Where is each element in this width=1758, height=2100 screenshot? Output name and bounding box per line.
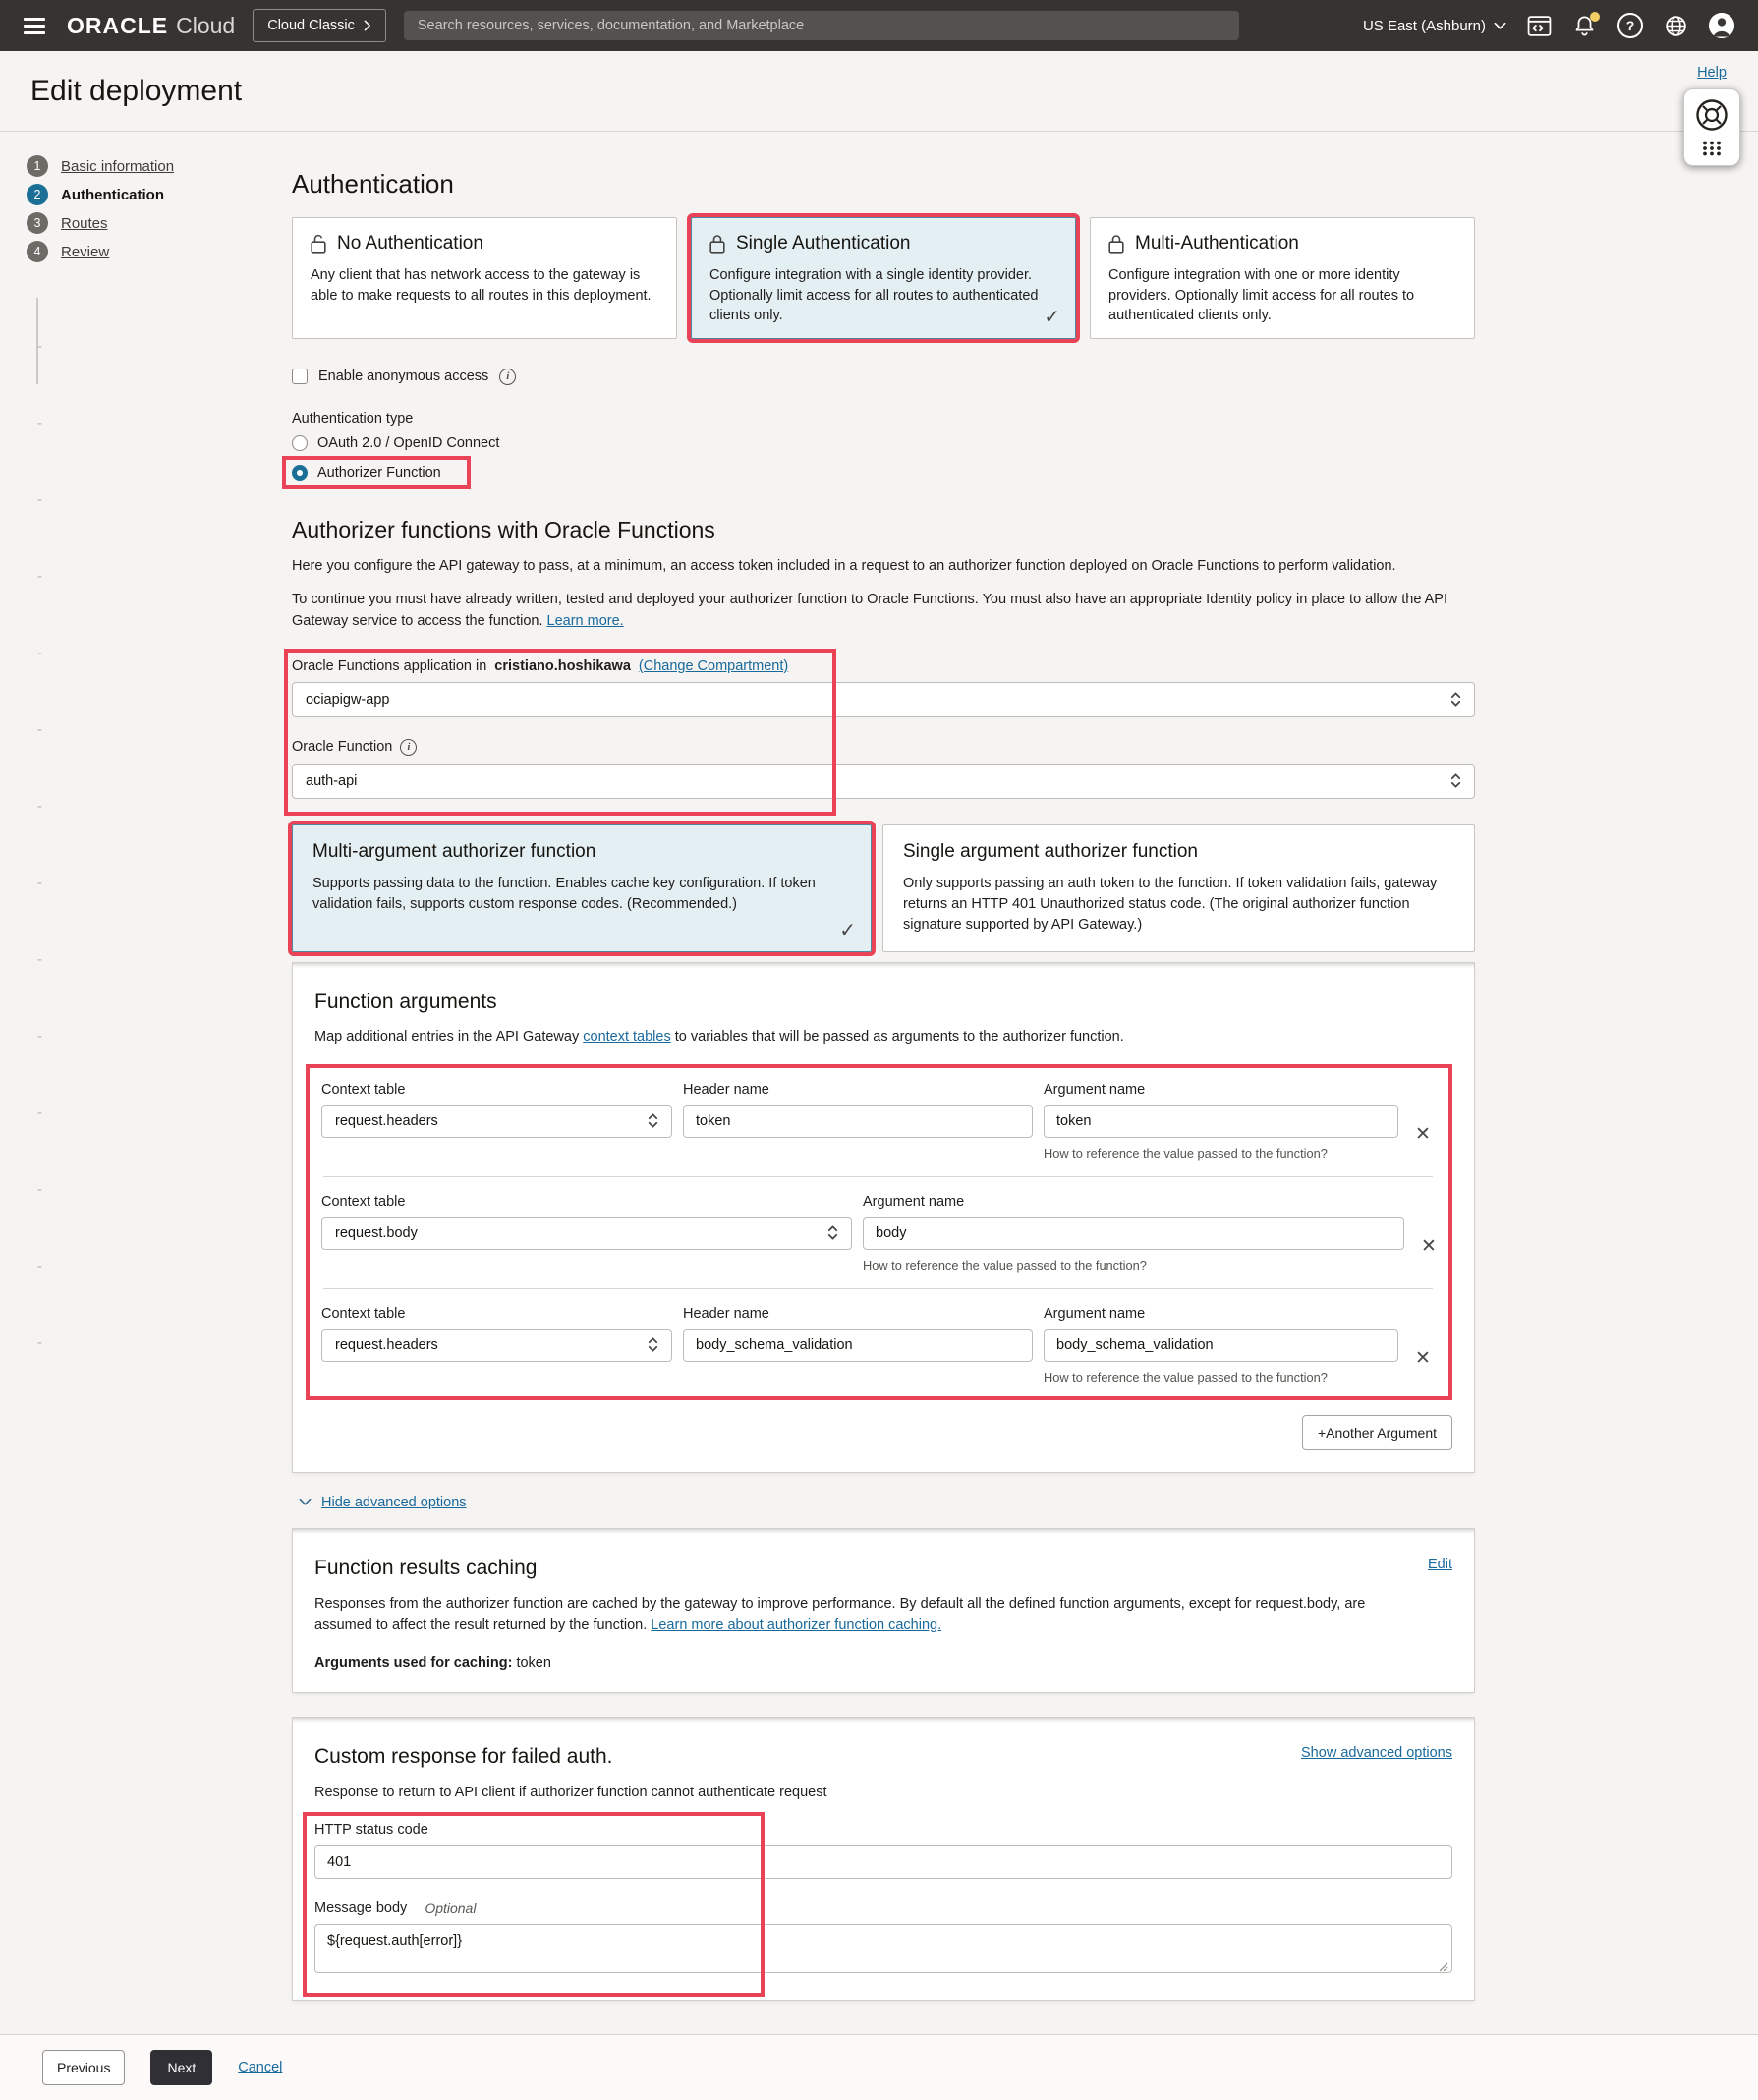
application-select[interactable] xyxy=(292,682,1475,717)
radio-oauth[interactable] xyxy=(292,435,1475,451)
caching-heading: Function results caching xyxy=(314,1556,538,1579)
step-authentication[interactable] xyxy=(27,184,292,205)
support-lifering-icon xyxy=(1694,97,1730,133)
step-label: Basic information xyxy=(61,157,175,175)
row-divider xyxy=(323,1176,1433,1177)
page-title: Edit deployment xyxy=(30,74,243,107)
message-body-textarea[interactable] xyxy=(314,1924,1452,1973)
lock-open-icon xyxy=(311,234,326,254)
card-description: Configure integration with one or more identity providers. Optionally limit access for all routes to authenticated clients only. xyxy=(1108,267,1415,324)
apps-grid-icon xyxy=(1701,141,1723,156)
hamburger-menu-icon[interactable] xyxy=(20,14,49,38)
context-table-select[interactable] xyxy=(321,1105,672,1138)
context-table-label: Context table xyxy=(321,1305,406,1322)
header-name-label: Header name xyxy=(683,1081,769,1098)
context-table-select[interactable] xyxy=(321,1329,672,1362)
step-number: 4 xyxy=(27,241,48,262)
advanced-options-toggle[interactable] xyxy=(299,1495,1475,1510)
authorizer-type-cards xyxy=(292,824,1475,952)
caching-description: Responses from the authorizer function are cached by the gateway to improve performance. By default all the defined function arguments, except for request.body, are assumed to affect the result returned by the function. xyxy=(314,1595,1366,1633)
argument-name-input[interactable] xyxy=(863,1217,1404,1250)
step-number: 1 xyxy=(27,155,48,177)
argument-name-label: Argument name xyxy=(863,1193,965,1210)
wizard-stepper xyxy=(0,132,292,269)
context-table-value: request.body xyxy=(335,1224,418,1241)
function-arguments-intro-post: to variables that will be passed as arguments to the authorizer function. xyxy=(674,1029,1124,1046)
auth-mode-cards xyxy=(292,217,1475,339)
annotation-box-argument-rows xyxy=(306,1064,1452,1400)
card-title: Single argument authorizer function xyxy=(903,840,1198,862)
cloud-shell-button[interactable] xyxy=(1527,15,1552,37)
remove-argument-button[interactable]: ✕ xyxy=(1409,1334,1437,1385)
argument-helper-text: How to reference the value passed to the function? xyxy=(863,1257,1147,1273)
step-number: 3 xyxy=(27,212,48,234)
argument-name-input[interactable] xyxy=(1044,1329,1398,1362)
selected-check-icon: ✓ xyxy=(1044,306,1060,328)
argument-helper-text: How to reference the value passed to the function? xyxy=(1044,1369,1328,1385)
topbar-right xyxy=(1363,13,1734,38)
radio-icon[interactable] xyxy=(292,435,308,451)
info-icon[interactable]: i xyxy=(499,369,516,385)
another-argument-button[interactable]: +Another Argument xyxy=(1302,1415,1452,1450)
context-table-label: Context table xyxy=(321,1081,406,1098)
lock-icon xyxy=(709,234,725,254)
argument-row xyxy=(321,1082,1435,1161)
step-label: Authentication xyxy=(61,186,164,203)
http-status-input[interactable] xyxy=(314,1845,1452,1879)
show-advanced-options-link[interactable]: Show advanced options xyxy=(1301,1745,1452,1762)
anonymous-access-label: Enable anonymous access xyxy=(318,369,489,385)
learn-more-link[interactable]: Learn more. xyxy=(546,613,624,630)
auth-type-label: Authentication type xyxy=(292,410,414,426)
chevron-down-icon xyxy=(1494,22,1506,30)
anonymous-access-checkbox[interactable] xyxy=(292,369,308,384)
globe-icon xyxy=(1664,14,1688,38)
select-stepper-icon xyxy=(1450,690,1461,709)
card-description: Any client that has network access to the gateway is able to make requests to all routes in this deployment. xyxy=(311,267,652,304)
selected-check-icon: ✓ xyxy=(839,920,856,942)
topbar xyxy=(0,0,1758,51)
card-multi-authentication[interactable] xyxy=(1090,217,1475,339)
argument-name-label: Argument name xyxy=(1044,1305,1146,1322)
compartment-name: cristiano.hoshikawa xyxy=(494,657,631,674)
main-content xyxy=(292,132,1475,2001)
card-title: Multi-Authentication xyxy=(1135,233,1299,254)
oracle-cloud-logo[interactable] xyxy=(67,13,235,39)
step-routes[interactable] xyxy=(27,212,292,234)
card-no-authentication[interactable] xyxy=(292,217,677,339)
card-single-authentication[interactable] xyxy=(691,217,1076,339)
info-icon[interactable]: i xyxy=(400,739,417,756)
next-button[interactable]: Next xyxy=(150,2050,212,2085)
change-compartment-link[interactable]: (Change Compartment) xyxy=(638,657,789,674)
argument-name-input[interactable] xyxy=(1044,1105,1398,1138)
caching-args-label: Arguments used for caching: xyxy=(314,1655,513,1672)
authorizer-functions-heading: Authorizer functions with Oracle Functions xyxy=(292,516,715,542)
cancel-link[interactable]: Cancel xyxy=(238,2060,283,2076)
cloud-classic-button[interactable] xyxy=(253,9,386,42)
select-stepper-icon xyxy=(827,1223,838,1242)
radio-icon-selected[interactable] xyxy=(292,465,308,481)
context-table-value: request.headers xyxy=(335,1336,438,1353)
previous-button[interactable]: Previous xyxy=(42,2050,125,2085)
context-table-label: Context table xyxy=(321,1193,406,1210)
brand-cloud: Cloud xyxy=(176,12,236,38)
header-name-input[interactable] xyxy=(683,1329,1033,1362)
function-results-caching-panel xyxy=(292,1528,1475,1694)
card-title: Multi-argument authorizer function xyxy=(312,840,596,862)
language-button[interactable] xyxy=(1664,14,1688,38)
caching-learn-more-link[interactable]: Learn more about authorizer function caching. xyxy=(651,1617,942,1633)
http-status-label: HTTP status code xyxy=(314,1822,428,1839)
select-stepper-icon xyxy=(648,1111,658,1130)
card-description: Only supports passing an auth token to the function. If token validation fails, gateway returns an HTTP 401 Unauthorized status code. (The original authorizer function signature supported by API Gateway.) xyxy=(903,875,1438,934)
row-divider xyxy=(323,1288,1433,1289)
remove-argument-button[interactable]: ✕ xyxy=(1409,1109,1437,1161)
custom-response-fields xyxy=(314,1822,1452,1978)
argument-helper-text: How to reference the value passed to the function? xyxy=(1044,1145,1328,1161)
card-description: Supports passing data to the function. Enables cache key configuration. If token validation fails, supports custom response codes. (Recommended.) xyxy=(312,875,816,912)
anonymous-access-row xyxy=(292,369,1475,385)
card-multi-argument[interactable] xyxy=(292,824,872,952)
step-basic-information[interactable] xyxy=(27,155,292,177)
custom-response-heading: Custom response for failed auth. xyxy=(314,1745,613,1769)
card-title: Single Authentication xyxy=(736,233,911,254)
radio-label: OAuth 2.0 / OpenID Connect xyxy=(317,434,500,451)
application-select-value: ociapigw-app xyxy=(306,691,390,708)
profile-button[interactable] xyxy=(1709,13,1734,38)
function-select-label: Oracle Function xyxy=(292,739,393,756)
help-float-column xyxy=(1683,65,1740,166)
search-input[interactable] xyxy=(404,11,1239,40)
hide-advanced-options-link[interactable]: Hide advanced options xyxy=(321,1494,467,1510)
lock-icon xyxy=(1108,234,1124,254)
person-icon xyxy=(1709,13,1734,38)
region-selector[interactable] xyxy=(1363,18,1506,34)
step-review[interactable] xyxy=(27,241,292,262)
header-name-input[interactable] xyxy=(683,1105,1033,1138)
help-button[interactable] xyxy=(1617,13,1643,38)
argument-row xyxy=(321,1306,1435,1385)
region-label: US East (Ashburn) xyxy=(1362,17,1486,34)
authorizer-paragraph-1: Here you configure the API gateway to pass, at a minimum, an access token included in a request to an authorizer function deployed on Oracle Functions to perform validation. xyxy=(292,557,1396,574)
card-single-argument[interactable] xyxy=(882,824,1475,952)
select-stepper-icon xyxy=(1450,771,1461,790)
function-arguments-heading: Function arguments xyxy=(314,991,497,1014)
card-description: Configure integration with a single identity provider. Optionally limit access for all routes to authenticated clients only. xyxy=(709,267,1039,324)
caching-args-value: token xyxy=(516,1655,551,1672)
select-stepper-icon xyxy=(648,1335,658,1354)
card-title: No Authentication xyxy=(337,233,483,254)
assistant-widget[interactable] xyxy=(1683,88,1740,166)
notifications-button[interactable] xyxy=(1572,14,1597,38)
app-select-label: Oracle Functions application in xyxy=(292,657,487,674)
step-label: Routes xyxy=(61,214,108,232)
context-table-select[interactable] xyxy=(321,1217,852,1250)
function-arguments-intro: Map additional entries in the API Gateway xyxy=(314,1029,580,1046)
chevron-down-icon xyxy=(299,1498,312,1506)
optional-hint: Optional xyxy=(425,1901,477,1917)
custom-response-description: Response to return to API client if authorizer function cannot authenticate request xyxy=(314,1785,827,1801)
header-name-label: Header name xyxy=(683,1305,769,1322)
argument-row xyxy=(321,1194,1435,1273)
edit-link[interactable]: Edit xyxy=(1428,1556,1452,1572)
custom-response-panel xyxy=(292,1717,1475,2001)
question-icon: ? xyxy=(1617,13,1643,38)
authentication-heading: Authentication xyxy=(292,169,454,199)
page-header xyxy=(0,51,1758,132)
function-selection-zone xyxy=(292,658,1475,799)
step-number: 2 xyxy=(27,184,48,205)
context-table-value: request.headers xyxy=(335,1112,438,1129)
brand-oracle: ORACLE xyxy=(67,12,169,38)
context-tables-link[interactable]: context tables xyxy=(583,1029,671,1046)
message-body-label: Message body xyxy=(314,1901,408,1917)
radio-authorizer-function[interactable] xyxy=(282,456,471,489)
notification-badge xyxy=(1590,12,1600,22)
cloud-shell-icon xyxy=(1527,15,1552,37)
step-label: Review xyxy=(61,243,110,260)
argument-name-label: Argument name xyxy=(1044,1081,1146,1098)
radio-label: Authorizer Function xyxy=(317,464,441,481)
avatar xyxy=(1709,13,1734,38)
wizard-footer xyxy=(0,2034,1758,2100)
function-select-value: auth-api xyxy=(306,772,358,789)
help-link[interactable]: Help xyxy=(1697,65,1727,81)
function-select[interactable] xyxy=(292,764,1475,799)
cloud-classic-label: Cloud Classic xyxy=(267,18,355,33)
remove-argument-button[interactable]: ✕ xyxy=(1415,1221,1443,1273)
chevron-right-icon xyxy=(364,20,371,31)
authorizer-paragraph-2: To continue you must have already written, tested and deployed your authorizer function to Oracle Functions. You must also have an appropriate Identity policy in place to allow the API Gateway service to access the function. xyxy=(292,592,1448,630)
function-arguments-panel xyxy=(292,962,1475,1473)
